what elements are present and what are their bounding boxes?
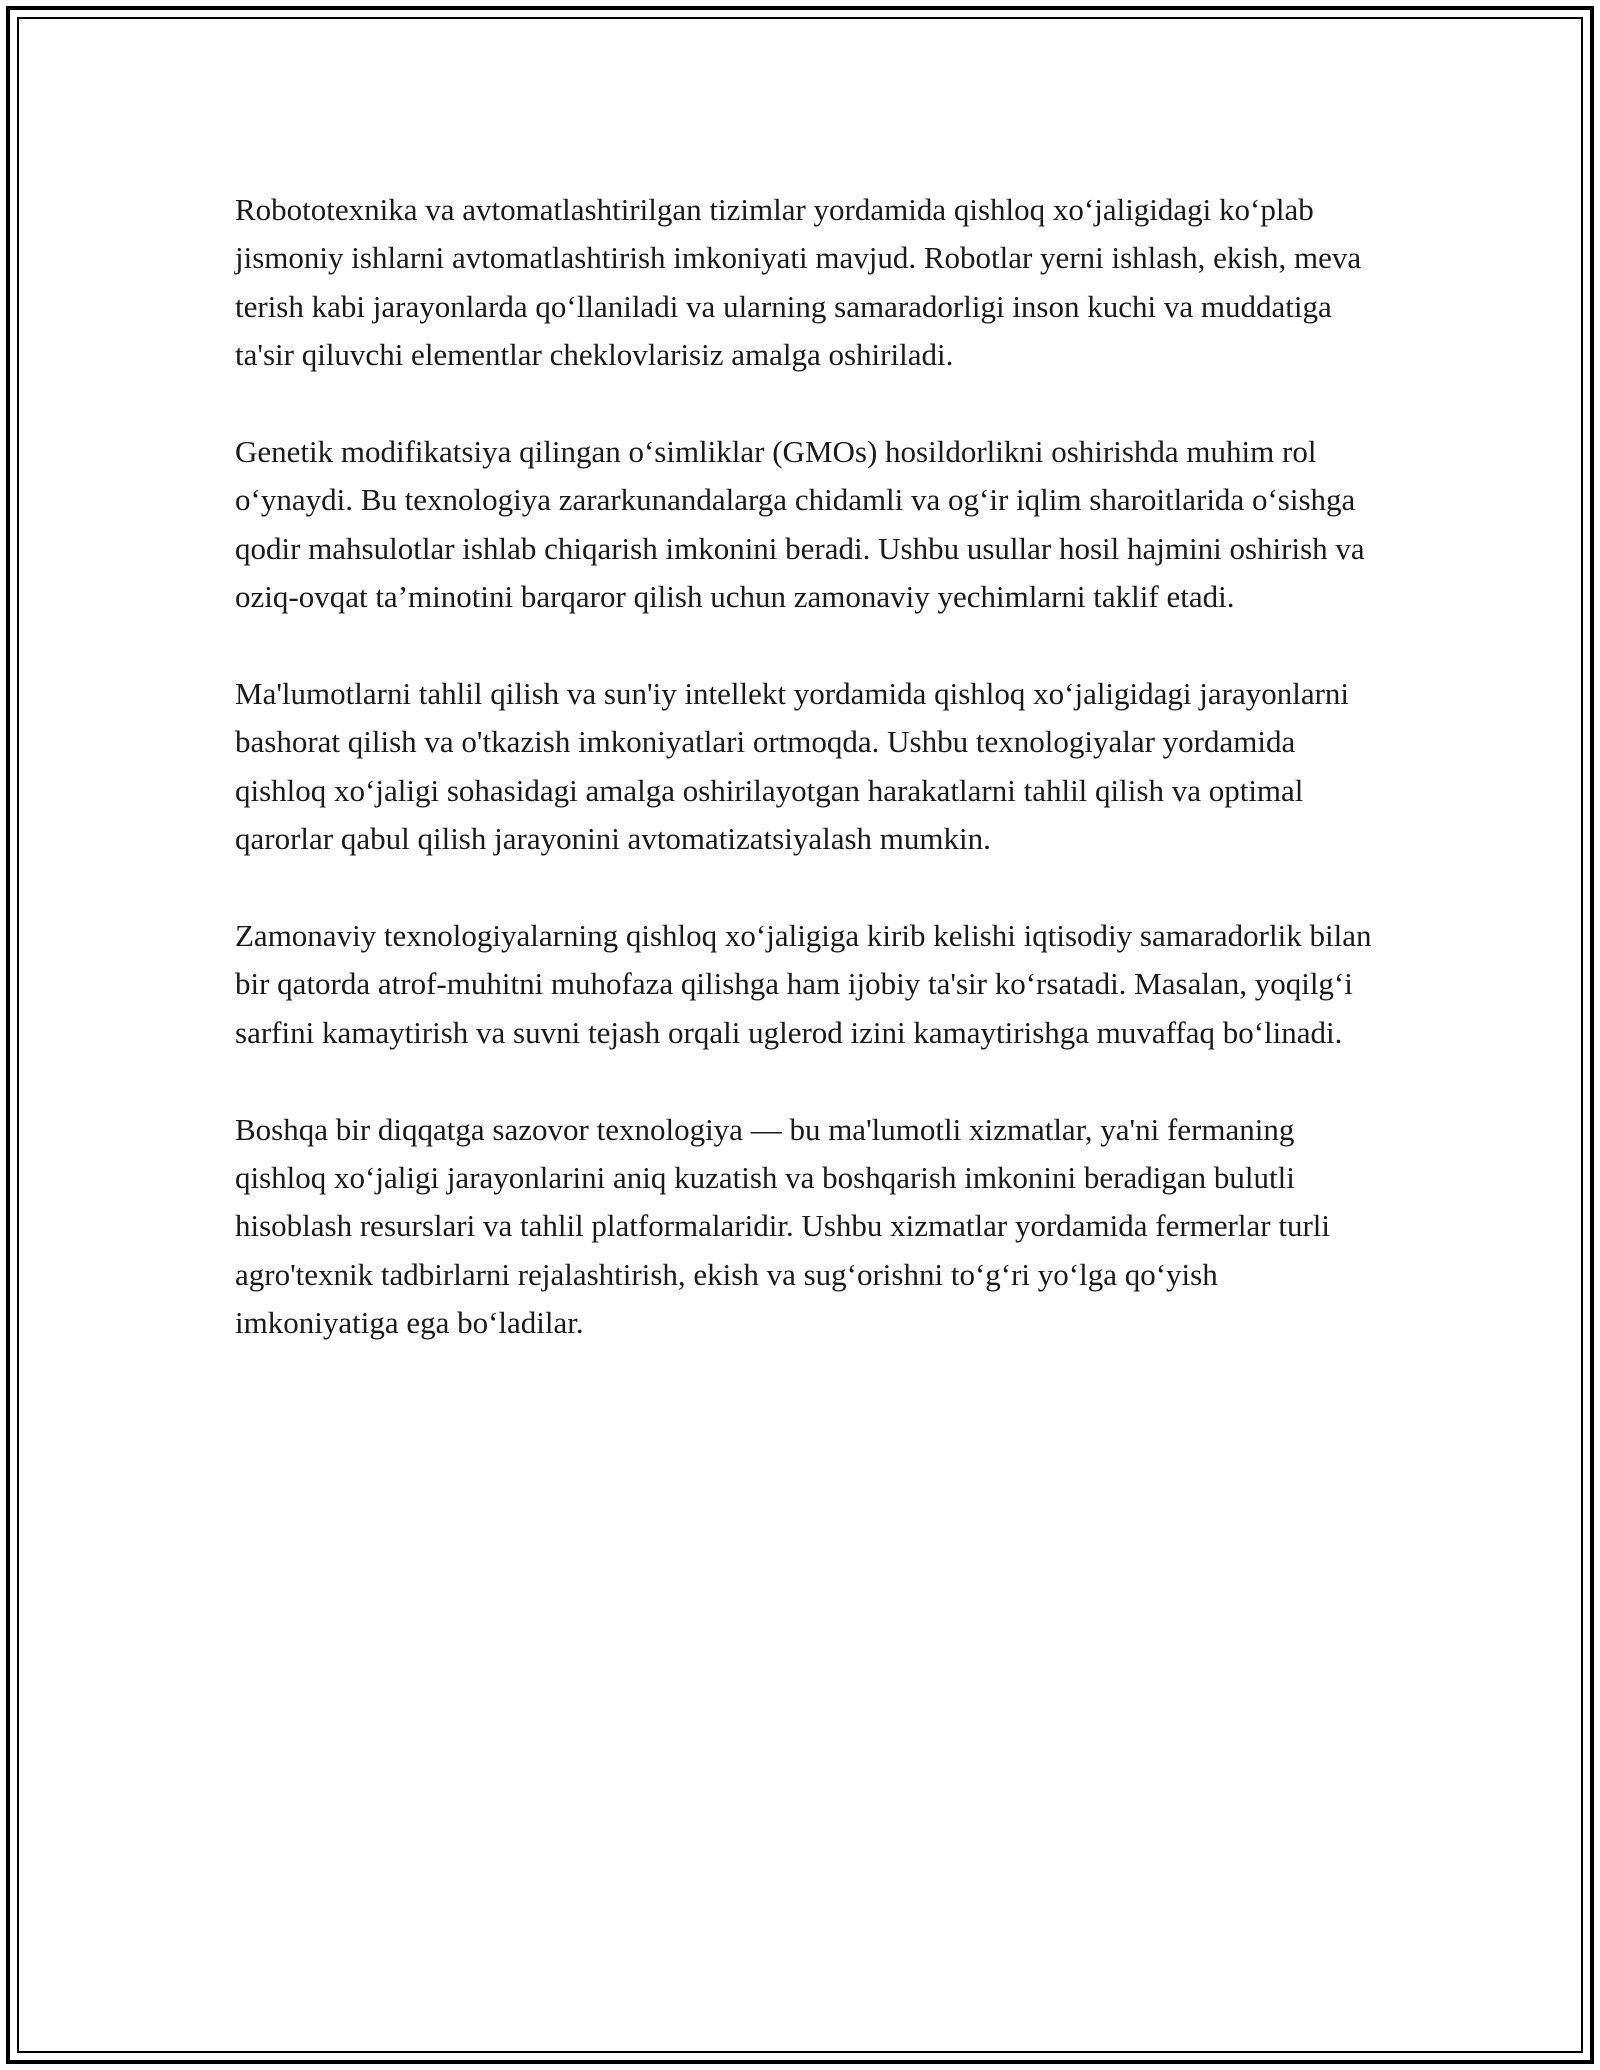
- paragraph-environment: Zamonaviy texnologiyalarning qishloq xo‘jaligiga kirib kelishi iqtisodiy samaradorlik bilan bir qatorda atrof-muhitni muhofaza qilishga ham ijobiy ta'sir ko‘rsatadi. Masalan, yoqilg‘i sarfini kamaytirish va suvni tejash orqali uglerod izini kamaytirishga muvaffaq bo‘linadi.: [235, 918, 1372, 1050]
- paragraph-gmo: Genetik modifikatsiya qilingan o‘simliklar (GMOs) hosildorlikni oshirishda muhim rol o‘ynaydi. Bu texnologiya zararkunandalarga chidamli va og‘ir iqlim sharoitlarida o‘sishga qodir mahsulotlar ishlab chiqarish imkonini beradi. Ushbu usullar hosil hajmini oshirish va oziq-ovqat ta’minotini barqaror qilish uchun zamonaviy yechimlarni taklif etadi.: [235, 434, 1365, 615]
- paragraph-robotics: Robototexnika va avtomatlashtirilgan tizimlar yordamida qishloq xo‘jaligidagi ko‘plab jismoniy ishlarni avtomatlashtirish imkoniyati mavjud. Robotlar yerni ishlash, ekish, meva terish kabi jarayonlarda qo‘llaniladi va ularning samaradorligi inson kuchi va muddatiga ta'sir qiluvchi elementlar cheklovlarisiz amalga oshiriladi.: [235, 192, 1362, 373]
- paragraph-cloud-services: Boshqa bir diqqatga sazovor texnologiya — bu ma'lumotli xizmatlar, ya'ni fermaning qishloq xo‘jaligi jarayonlarini aniq kuzatish va boshqarish imkonini beradigan bulutli hisoblash resurslari va tahlil platformalaridir. Ushbu xizmatlar yordamida fermerlar turli agro'texnik tadbirlarni rejalashtirish, ekish va sug‘orishni to‘g‘ri yo‘lga qo‘yish imkoniyatiga ega bo‘ladilar.: [235, 1111, 1330, 1341]
- document-body: [235, 186, 1385, 1348]
- paragraph-ai-analytics: Ma'lumotlarni tahlil qilish va sun'iy intellekt yordamida qishloq xo‘jaligidagi jarayonlarni bashorat qilish va o'tkazish imkoniyatlari ortmoqda. Ushbu texnologiyalar yordamida qishloq xo‘jaligi sohasidagi amalga oshirilayotgan harakatlarni tahlil qilish va optimal qarorlar qabul qilish jarayonini avtomatizatsiyalash mumkin.: [235, 676, 1350, 857]
